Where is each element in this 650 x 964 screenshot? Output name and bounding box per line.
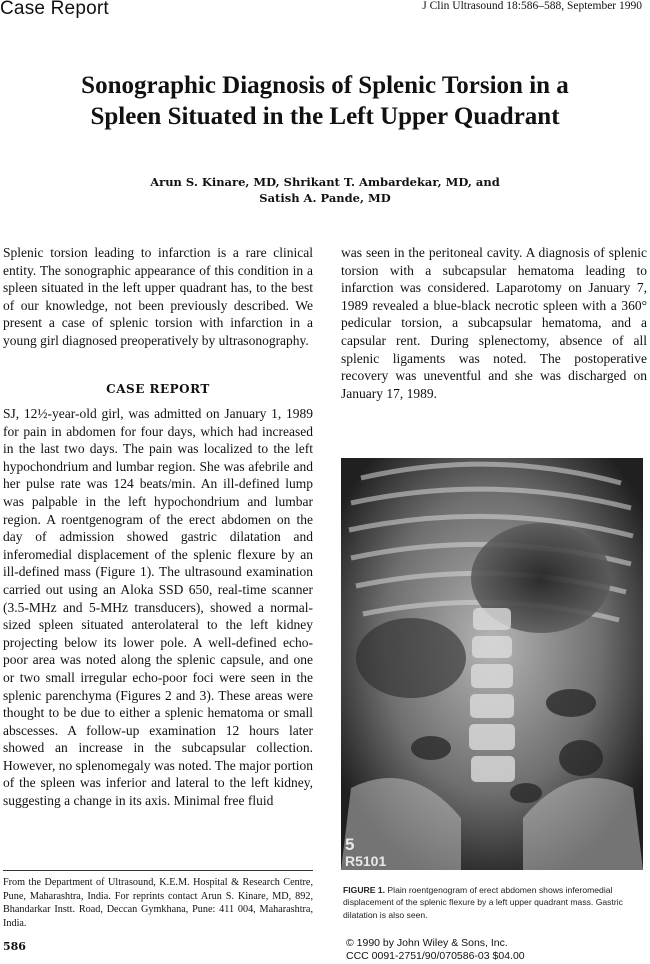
abstract: Splenic torsion leading to infarction is a rare clinical entity. The sonographic appearance of this condition in a spleen situated in the left upper quadrant has, to the best of our knowledge, not been previously described. We present a case of splenic torsion with infarction in a young girl diagnosed preoperatively by ultrasonography.	[3, 245, 313, 348]
copyright-line-2: CCC 0091-2751/90/070586-03 $04.00	[346, 950, 525, 962]
page-number: 586	[3, 940, 26, 953]
figure-1-radiograph	[341, 458, 643, 870]
author-list	[0, 174, 650, 206]
journal-reference: J Clin Ultrasound 18:586–588, September 1990	[422, 0, 642, 12]
copyright-notice	[346, 937, 525, 963]
affiliation-footnote: From the Department of Ultrasound, K.E.M. Hospital & Research Centre, Pune, Maharashtra, India. For reprints contact Arun S. Kinare, MD, 892, Bhandarkar Instt. Road, Deccan Gymkhana, Pune: 411 004, Maharashtra, India.	[3, 877, 313, 929]
case-report-continuation: was seen in the peritoneal cavity. A diagnosis of splenic torsion with a subcapsular hematoma leading to infarction was considered. Laparotomy on January 7, 1989 revealed a blue-black necrotic spleen with a 360° pedicular torsion, a subcapsular hematoma, and a capsular rent. During splenectomy, absence of all splenic ligaments was noted. The postoperative recovery was uneventful and she was discharged on January 17, 1989.	[341, 245, 647, 401]
caption-text: Plain roentgenogram of erect abdomen shows inferomedial displacement of the splenic flexure by a left upper quadrant mass. Gastric dilatation is also seen.	[343, 885, 623, 920]
image-marker-number: 5	[345, 835, 355, 854]
footnote-divider	[3, 870, 313, 871]
section-label: Case Report	[0, 0, 109, 19]
xray-illustration	[341, 458, 643, 870]
authors-line-2: Satish A. Pande, MD	[259, 191, 391, 205]
title-line-2: Spleen Situated in the Left Upper Quadrant	[90, 103, 560, 130]
case-report-body: SJ, 12½-year-old girl, was admitted on January 1, 1989 for pain in abdomen for four days, which had increased in the last two days. The pain was localized to the left hypochondrium and lumbar region. She was afebrile and her pulse rate was 124 beats/min. An ill-defined lump was palpable in the left hypochondrium and lumbar region. A roentgenogram of the erect abdomen on the day of admission showed gastric dilatation and inferomedial displacement of the splenic flexure by an ill-defined mass (Figure 1). The ultrasound examination carried out using an Aloka SSD 650, real-time scanner (3.5-MHz and 5-MHz transducers), showed a normal-sized spleen situated anterolateral to the left kidney projecting below its lower pole. A well-defined echo-poor area was noted along the splenic capsule, and one or two small irregular echo-poor foci were seen in the splenic parenchyma (Figures 2 and 3). These areas were thought to be due to either a splenic hematoma or small abscesses. A follow-up examination 12 hours later showed an increase in the subcapsular collection. However, no splenomegaly was noted. The major portion of the spleen was inferior and lateral to the left kidney, suggesting a change in its axis. Minimal free fluid	[3, 406, 314, 809]
caption-label: FIGURE 1.	[343, 885, 386, 895]
title-line-1: Sonographic Diagnosis of Splenic Torsion in a	[81, 72, 569, 99]
image-marker-code: R5101	[345, 853, 387, 869]
case-report-heading: CASE REPORT	[106, 382, 210, 396]
authors-line-1: Arun S. Kinare, MD, Shrikant T. Ambardekar, MD, and	[150, 175, 500, 189]
figure-1-caption	[343, 884, 645, 921]
copyright-line-1: © 1990 by John Wiley & Sons, Inc.	[346, 937, 508, 949]
article-title	[0, 70, 650, 132]
